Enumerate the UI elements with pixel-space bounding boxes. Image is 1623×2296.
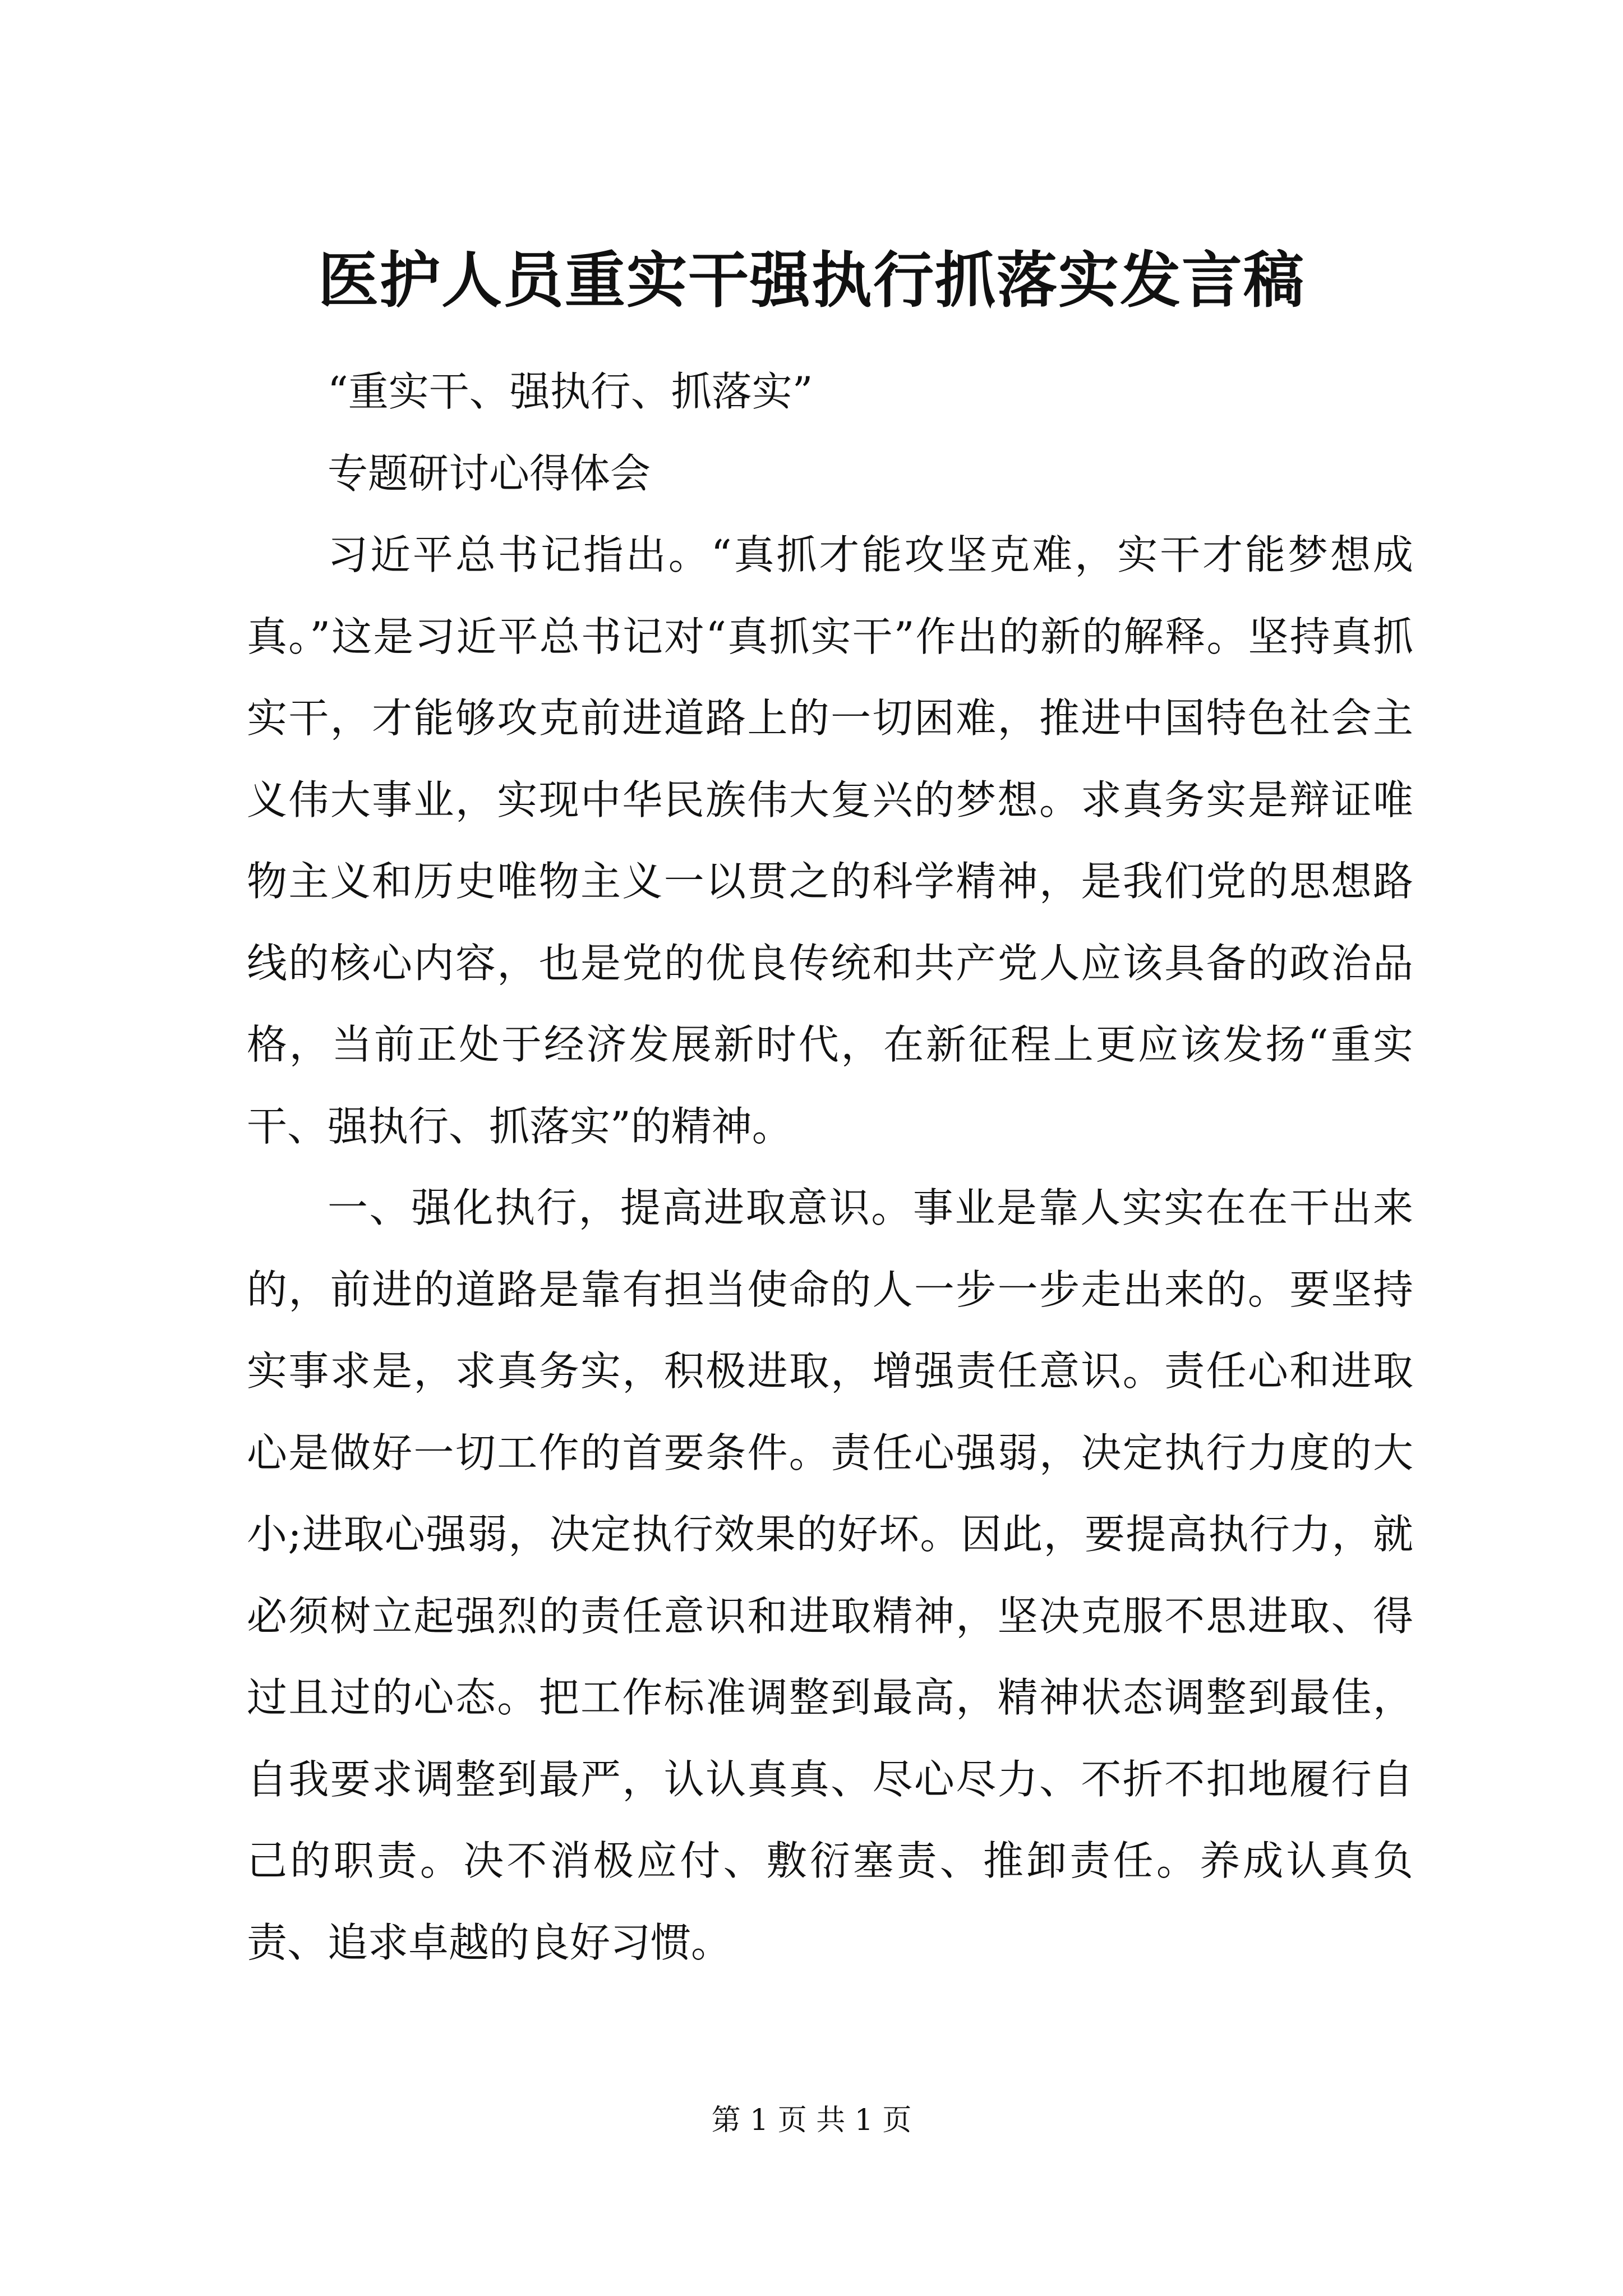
document-body <box>247 351 1413 1984</box>
document-title: 医护人员重实干强执行抓落实发言稿 <box>317 245 1305 316</box>
paragraph-section-one: 一、强化执行，提高进取意识。事业是靠人实实在在干出来的，前进的道路是靠有担当使命的人一步一步走出来的。要坚持实事求是，求真务实，积极进取，增强责任意识。责任心和进取心是做好一切工作的首要条件。责任心强弱，决定执行力度的大小;进取心强弱，决定执行效果的好坏。因此，要提高执行力，就必须树立起强烈的责任意识和进取精神，坚决克服不思进取、得过且过的心态。把工作标准调整到最高，精神状态调整到最佳，自我要求调整到最严，认认真真、尽心尽力、不折不扣地履行自己的职责。决不消极应付、敷衍塞责、推卸责任。养成认真负责、追求卓越的良好习惯。 <box>247 1184 1413 1966</box>
paragraph-intro: 习近平总书记指出。“真抓才能攻坚克难，实干才能梦想成真。”这是习近平总书记对“真抓实干”作出的新的解释。坚持真抓实干，才能够攻克前进道路上的一切困难，推进中国特色社会主义伟大事业，实现中华民族伟大复兴的梦想。求真务实是辩证唯物主义和历史唯物主义一以贯之的科学精神，是我们党的思想路线的核心内容，也是党的优良传统和共产党人应该具备的政治品格，当前正处于经济发展新时代，在新征程上更应该发扬“重实干、强执行、抓落实”的精神。 <box>247 531 1413 1150</box>
page-footer: 第 1 页 共 1 页 <box>711 2104 912 2137</box>
subtitle-topic: 专题研讨心得体会 <box>328 449 651 497</box>
subtitle-quote: “重实干、强执行、抓落实” <box>328 368 813 415</box>
